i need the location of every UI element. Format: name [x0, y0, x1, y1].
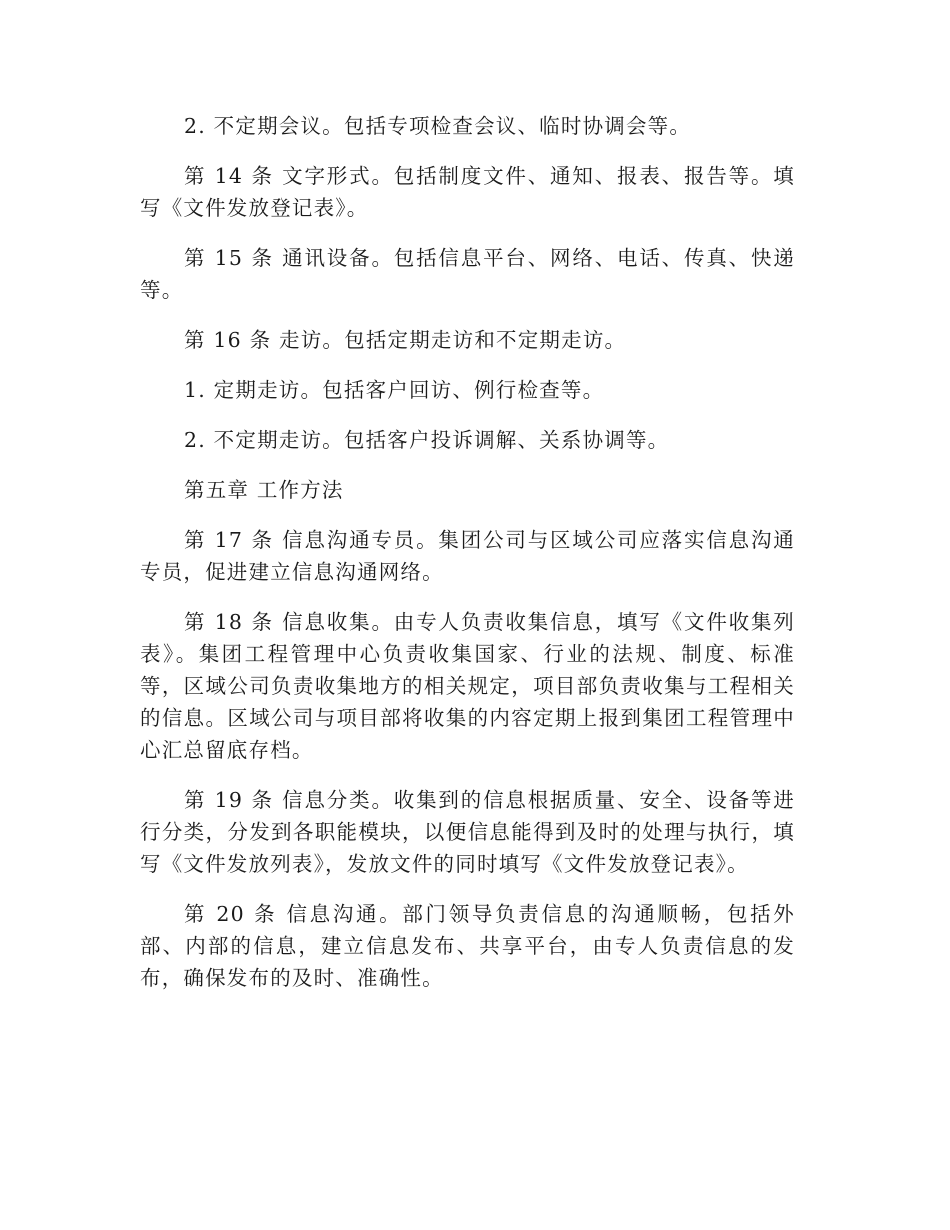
- paragraph-visit-irregular: 2. 不定期走访。包括客户投诉调解、关系协调等。: [184, 428, 670, 452]
- paragraph-meeting-irregular: 2. 不定期会议。包括专项检查会议、临时协调会等。: [184, 114, 692, 138]
- paragraph-article-17: 第 17 条 信息沟通专员。集团公司与区域公司应落实信息沟通专员，促进建立信息沟通网络。: [140, 528, 795, 584]
- chapter-heading-5: 第五章 工作方法: [184, 478, 344, 502]
- paragraph-visit-regular: 1. 定期走访。包括客户回访、例行检查等。: [184, 378, 605, 402]
- paragraph-article-19: 第 19 条 信息分类。收集到的信息根据质量、安全、设备等进行分类，分发到各职能模块，以便信息能得到及时的处理与执行，填写《文件发放列表》，发放文件的同时填写《文件发放登记表》。: [140, 788, 795, 876]
- paragraph-article-14: 第 14 条 文字形式。包括制度文件、通知、报表、报告等。填写《文件发放登记表》。: [140, 164, 795, 220]
- document-body: [140, 110, 795, 1012]
- paragraph-article-18: 第 18 条 信息收集。由专人负责收集信息，填写《文件收集列表》。集团工程管理中心负责收集国家、行业的法规、制度、标准等，区域公司负责收集地方的相关规定，项目部负责收集与工程相关的信息。区域公司与项目部将收集的内容定期上报到集团工程管理中心汇总留底存档。: [140, 610, 795, 762]
- paragraph-article-20: 第 20 条 信息沟通。部门领导负责信息的沟通顺畅，包括外部、内部的信息，建立信息发布、共享平台，由专人负责信息的发布，确保发布的及时、准确性。: [140, 902, 795, 990]
- paragraph-article-16: 第 16 条 走访。包括定期走访和不定期走访。: [184, 328, 627, 352]
- paragraph-article-15: 第 15 条 通讯设备。包括信息平台、网络、电话、传真、快递等。: [140, 246, 795, 302]
